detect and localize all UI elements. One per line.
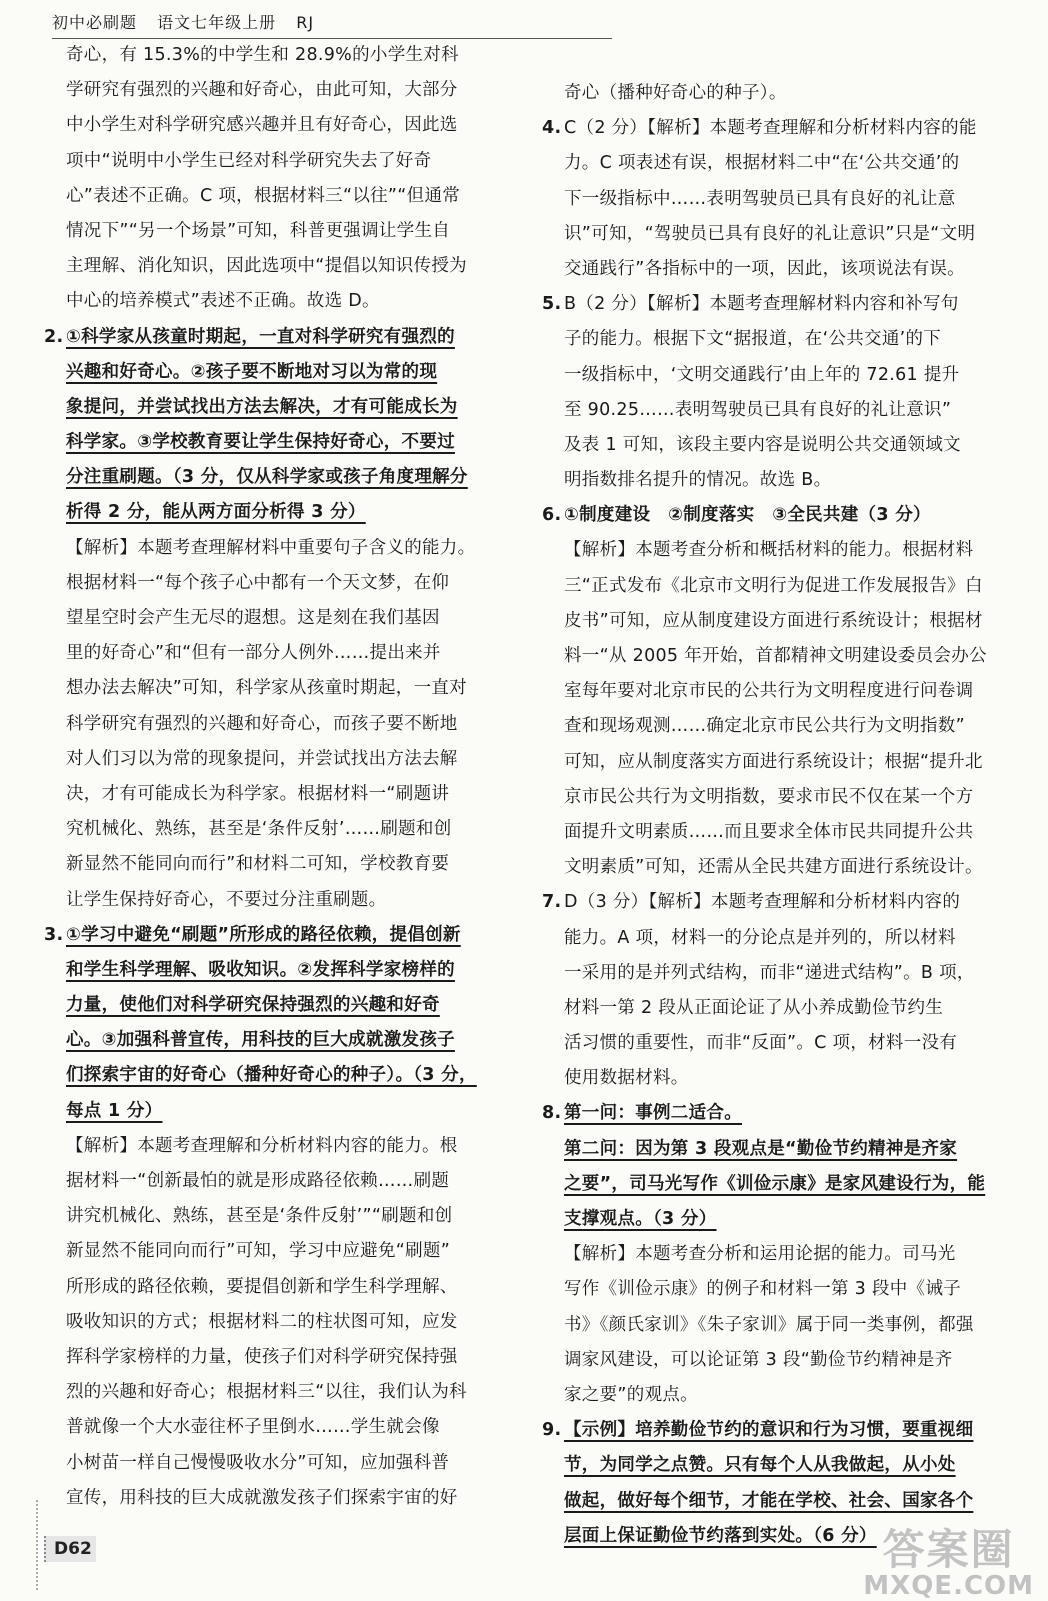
text-line bbox=[44, 636, 512, 671]
text-line bbox=[542, 604, 1014, 639]
line-text: 交通践行”各指标中的一项，因此，该项说法有误。 bbox=[564, 258, 965, 279]
line-text: 力量，使他们对科学研究保持强烈的兴趣和好奇 bbox=[66, 995, 440, 1016]
line-text: 【解析】本题考查理解和分析材料内容的能力。根 bbox=[66, 1135, 458, 1156]
line-text: 普就像一个大水壶往杯子里倒水……学生就会像 bbox=[66, 1417, 440, 1438]
text-line bbox=[44, 883, 512, 918]
text-line bbox=[542, 146, 1014, 181]
text-line bbox=[44, 1058, 512, 1093]
line-text: 中小学生对科学研究感兴趣并且有好奇心，因此选 bbox=[66, 115, 458, 136]
line-text: 活习惯的重要性，而非“反面”。C 项，材料一没有 bbox=[564, 1033, 958, 1054]
text-line bbox=[44, 601, 512, 636]
line-text: 主理解、消化知识，因此选项中“提倡以知识传授为 bbox=[66, 256, 467, 277]
question-number: 9. bbox=[542, 1420, 562, 1441]
text-line bbox=[44, 1481, 512, 1516]
question-number: 7. bbox=[542, 892, 562, 913]
line-text: 【示例】培养勤俭节约的意识和行为习惯，要重视细 bbox=[564, 1420, 974, 1441]
text-line bbox=[44, 1446, 512, 1481]
line-text: 之要”，司马光写作《训俭示康》是家风建设行为，能 bbox=[564, 1173, 986, 1194]
line-text: 所形成的路径依赖，要提倡创新和学生科学理解、 bbox=[66, 1276, 458, 1297]
text-line bbox=[542, 885, 1014, 920]
text-line bbox=[542, 1378, 1014, 1413]
text-line bbox=[44, 460, 512, 495]
line-text: 宣传，用科技的巨大成就激发孩子们探索宇宙的好 bbox=[66, 1487, 458, 1508]
text-line bbox=[44, 1234, 512, 1269]
line-text: 中心的培养模式”表述不正确。故选 D。 bbox=[66, 291, 380, 312]
text-line bbox=[44, 495, 512, 530]
text-line bbox=[542, 850, 1014, 885]
text-line bbox=[44, 425, 512, 460]
text-line bbox=[542, 498, 1014, 533]
margin-dots bbox=[36, 1500, 44, 1590]
line-text: 力。C 项表述有误，根据材料二中“在‘公共交通’的 bbox=[564, 153, 960, 174]
text-line bbox=[542, 956, 1014, 991]
line-text: 第二问：因为第 3 段观点是“勤俭节约精神是齐家 bbox=[564, 1138, 958, 1159]
text-line bbox=[44, 320, 512, 355]
line-text: 使用数据材料。 bbox=[564, 1068, 689, 1089]
line-text: 析得 2 分，能从两方面分析得 3 分） bbox=[66, 502, 366, 523]
text-line bbox=[44, 144, 512, 179]
text-line bbox=[44, 847, 512, 882]
line-text: 查和现场观测……确定北京市民公共行为文明指数” bbox=[564, 716, 965, 737]
line-text: 下一级指标中……表明驾驶员已具有良好的礼让意 bbox=[564, 188, 956, 209]
text-line bbox=[44, 1164, 512, 1199]
line-text: 小树苗一样自己慢慢吸收水分”可知，应加强科普 bbox=[66, 1452, 450, 1473]
text-line bbox=[44, 988, 512, 1023]
text-line bbox=[542, 252, 1014, 287]
line-text: 【解析】本题考查分析和运用论据的能力。司马光 bbox=[564, 1244, 956, 1265]
line-text: 三“正式发布《北京市文明行为促进工作发展报告》白 bbox=[564, 575, 983, 596]
question-number: 2. bbox=[44, 326, 64, 347]
line-text: 书》《颜氏家训》《朱子家训》属于同一类事例，都强 bbox=[564, 1314, 974, 1335]
question-number: 3. bbox=[44, 924, 64, 945]
line-text: 望星空时会产生无尽的遐想。这是刻在我们基因 bbox=[66, 608, 440, 628]
line-text: 决，才有可能成长为科学家。根据材料一“刷题讲 bbox=[66, 783, 450, 804]
text-line bbox=[44, 812, 512, 847]
question-number: 8. bbox=[542, 1103, 562, 1124]
book-edition: RJ bbox=[296, 13, 315, 32]
text-line bbox=[542, 1448, 1014, 1483]
text-line bbox=[44, 1340, 512, 1375]
text-line bbox=[542, 745, 1014, 780]
text-line bbox=[542, 76, 1014, 111]
line-text: ①制度建设 ②制度落实 ③全民共建（3 分） bbox=[564, 505, 931, 526]
line-text: 奇心，有 15.3%的中学生和 28.9%的小学生对科 bbox=[66, 45, 459, 65]
page-number: D62 bbox=[44, 1536, 96, 1562]
line-text: 究机械化、熟练，甚至是‘条件反射’……刷题和创 bbox=[66, 819, 452, 840]
text-line bbox=[44, 1094, 512, 1129]
question-number: 5. bbox=[542, 294, 562, 315]
text-line bbox=[542, 1237, 1014, 1272]
line-text: 科学研究有强烈的兴趣和好奇心，而孩子要不断地 bbox=[66, 713, 458, 734]
line-text: 面提升文明素质……而且要求全体市民共同提升公共 bbox=[564, 821, 974, 842]
text-line bbox=[542, 1413, 1014, 1448]
text-line bbox=[44, 179, 512, 214]
text-line bbox=[44, 953, 512, 988]
line-text: 材料一第 2 段从正面论证了从小养成勤俭节约生 bbox=[564, 997, 944, 1018]
line-text: 挥科学家榜样的力量，使孩子们对科学研究保持强 bbox=[66, 1346, 458, 1367]
line-text: D（3 分）【解析】本题考查理解和分析材料内容的 bbox=[564, 892, 961, 913]
text-line bbox=[542, 1132, 1014, 1167]
line-text: 心”表述不正确。C 项，根据材料三“以往”“但通常 bbox=[66, 185, 461, 206]
line-text: 一级指标中，‘文明交通践行’由上年的 72.61 提升 bbox=[564, 364, 960, 385]
line-text: 皮书”可知，应从制度建设方面进行系统设计；根据材 bbox=[564, 610, 983, 631]
line-text: 层面上保证勤俭节约落到实处。（6 分） bbox=[564, 1525, 877, 1546]
text-line bbox=[542, 217, 1014, 252]
line-text: 情况下”“另一个场景”可知，科普更强调让学生自 bbox=[66, 220, 451, 241]
line-text: 文明素质”可知，还需从全民共建方面进行系统设计。 bbox=[564, 857, 983, 878]
line-text: 京市民公共行为文明指数，要求市民不仅在某一个方 bbox=[564, 786, 974, 807]
line-text: 据材料一“创新最怕的就是形成路径依赖……刷题 bbox=[66, 1171, 450, 1191]
line-text: 至 90.25……表明驾驶员已具有良好的礼让意识” bbox=[564, 399, 952, 420]
line-text: 一采用的是并列式结构，而非“递进式结构”。B 项， bbox=[564, 962, 975, 983]
text-line bbox=[542, 674, 1014, 709]
text-line bbox=[542, 815, 1014, 850]
line-text: 吸收知识的方式；根据材料二的柱状图可知，应发 bbox=[66, 1311, 458, 1332]
line-text: 家之要”的观点。 bbox=[564, 1384, 698, 1405]
text-line bbox=[44, 531, 512, 566]
line-text: 节，为同学之点赞。只有每个人从我做起，从小处 bbox=[564, 1455, 956, 1476]
question-number: 6. bbox=[542, 505, 562, 526]
line-text: 做起，做好每个细节，才能在学校、社会、国家各个 bbox=[564, 1490, 974, 1511]
text-line bbox=[44, 918, 512, 953]
line-text: 新显然不能同向而行”可知，学习中应避免“刷题” bbox=[66, 1241, 451, 1262]
text-line bbox=[542, 1202, 1014, 1237]
text-line bbox=[44, 38, 512, 73]
text-line bbox=[44, 1270, 512, 1305]
line-text: C（2 分）【解析】本题考查理解和分析材料内容的能 bbox=[564, 118, 977, 139]
line-text: 写作《训俭示康》的例子和材料一第 3 段中《诫子 bbox=[564, 1279, 961, 1300]
line-text: 奇心（播种好奇心的种子）。 bbox=[564, 83, 787, 103]
text-line bbox=[542, 182, 1014, 217]
text-line bbox=[44, 1410, 512, 1445]
text-line bbox=[542, 322, 1014, 357]
line-text: 第一问：事例二适合。 bbox=[564, 1103, 742, 1124]
watermark-logo bbox=[863, 1525, 1034, 1601]
text-line bbox=[542, 1061, 1014, 1096]
text-line bbox=[44, 671, 512, 706]
text-line bbox=[44, 355, 512, 390]
line-text: 象提问，并尝试找出方法去解决，才有可能成长为 bbox=[66, 396, 458, 417]
text-line bbox=[542, 1096, 1014, 1131]
text-line bbox=[542, 1343, 1014, 1378]
text-line bbox=[44, 566, 512, 601]
line-text: 让学生保持好奇心，不要过分注重刷题。 bbox=[66, 889, 387, 910]
line-text: 调家风建设，可以论证第 3 段“勤俭节约精神是齐 bbox=[564, 1349, 953, 1370]
text-line bbox=[44, 1375, 512, 1410]
text-line bbox=[542, 111, 1014, 146]
line-text: B（2 分）【解析】本题考查理解材料内容和补写句 bbox=[564, 294, 959, 315]
line-text: 【解析】本题考查分析和概括材料的能力。根据材料 bbox=[564, 540, 974, 561]
line-text: 科学家。③学校教育要让学生保持好奇心，不要过 bbox=[66, 432, 455, 453]
line-text: 能力。A 项，材料一的分论点是并列的，所以材料 bbox=[564, 927, 956, 948]
line-text: 料一“从 2005 年开始，首都精神文明建设委员会办公 bbox=[564, 646, 987, 666]
line-text: 支撑观点。（3 分） bbox=[564, 1209, 717, 1229]
text-line bbox=[44, 390, 512, 425]
text-line bbox=[542, 428, 1014, 463]
text-line bbox=[542, 1026, 1014, 1061]
line-text: ①学习中避免“刷题”所形成的路径依赖，提倡创新 bbox=[66, 924, 461, 945]
text-line bbox=[44, 1305, 512, 1340]
text-line bbox=[542, 639, 1014, 674]
line-text: 讲究机械化、熟练，甚至是‘条件反射’”“刷题和创 bbox=[66, 1206, 453, 1227]
line-text: 新显然不能同向而行”和材料二可知，学校教育要 bbox=[66, 854, 450, 875]
text-line bbox=[542, 393, 1014, 428]
text-line bbox=[542, 287, 1014, 322]
text-line bbox=[44, 73, 512, 108]
line-text: 明指数排名提升的情况。故选 B。 bbox=[564, 470, 832, 491]
text-line bbox=[542, 709, 1014, 744]
text-line bbox=[44, 707, 512, 742]
line-text: ①科学家从孩童时期起，一直对科学研究有强烈的 bbox=[66, 326, 455, 347]
line-text: 想办法去解决”可知，科学家从孩童时期起，一直对 bbox=[66, 678, 467, 699]
line-text: 里的好奇心”和“但有一部分人例外……提出来并 bbox=[66, 643, 441, 664]
line-text: 及表 1 可知，该段主要内容是说明公共交通领域文 bbox=[564, 434, 961, 455]
text-line bbox=[542, 1484, 1014, 1519]
line-text: 对人们习以为常的现象提问，并尝试找出方法去解 bbox=[66, 748, 458, 769]
line-text: 每点 1 分） bbox=[66, 1100, 163, 1121]
line-text: 识”可知，“驾驶员已具有良好的礼让意识”只是“文明 bbox=[564, 223, 976, 244]
text-line bbox=[44, 1023, 512, 1058]
text-line bbox=[542, 1308, 1014, 1343]
text-line bbox=[542, 991, 1014, 1026]
text-line bbox=[44, 284, 512, 319]
line-text: 分注重刷题。（3 分，仅从科学家或孩子角度理解分 bbox=[66, 467, 468, 488]
text-line bbox=[44, 742, 512, 777]
line-text: 可知，应从制度落实方面进行系统设计；根据“提升北 bbox=[564, 751, 983, 772]
text-line bbox=[44, 214, 512, 249]
text-line bbox=[542, 1167, 1014, 1202]
text-line bbox=[542, 780, 1014, 815]
text-line bbox=[542, 533, 1014, 568]
line-text: 们探索宇宙的好奇心（播种好奇心的种子）。（3 分， bbox=[66, 1065, 477, 1086]
line-text: 根据材料一“每个孩子心中都有一个天文梦，在仰 bbox=[66, 572, 450, 593]
line-text: 心。③加强科普宣传，用科技的巨大成就激发孩子 bbox=[66, 1030, 455, 1051]
text-line bbox=[44, 108, 512, 143]
left-column bbox=[44, 38, 512, 1516]
line-text: 和学生科学理解、吸收知识。②发挥科学家榜样的 bbox=[66, 959, 455, 980]
text-line bbox=[44, 1199, 512, 1234]
question-number: 4. bbox=[542, 118, 562, 139]
text-line bbox=[542, 1272, 1014, 1307]
line-text: 项中“说明中小学生已经对科学研究失去了好奇 bbox=[66, 150, 432, 171]
text-line bbox=[44, 1129, 512, 1164]
line-text: 【解析】本题考查理解材料中重要句子含义的能力。 bbox=[66, 537, 476, 558]
text-line bbox=[542, 358, 1014, 393]
right-column bbox=[542, 76, 1014, 1554]
text-line bbox=[542, 569, 1014, 604]
text-line bbox=[542, 921, 1014, 956]
watermark-text: 答案圈 bbox=[882, 1525, 1015, 1574]
watermark-url: MXQE.COM bbox=[863, 1571, 1034, 1601]
text-line bbox=[542, 463, 1014, 498]
text-line bbox=[44, 249, 512, 284]
line-text: 兴趣和好奇心。②孩子要不断地对习以为常的现 bbox=[66, 361, 438, 382]
text-line bbox=[44, 777, 512, 812]
line-text: 室每年要对北京市民的公共行为文明程度进行问卷调 bbox=[564, 681, 974, 702]
line-text: 烈的兴趣和好奇心；根据材料三“以往，我们认为科 bbox=[66, 1382, 467, 1403]
running-header bbox=[52, 8, 612, 39]
book-series: 初中必刷题 bbox=[52, 13, 138, 32]
book-subject: 语文七年级上册 bbox=[157, 13, 277, 32]
line-text: 子的能力。根据下文“据报道，在‘公共交通’的下 bbox=[564, 329, 942, 350]
line-text: 学研究有强烈的兴趣和好奇心，由此可知，大部分 bbox=[66, 80, 458, 101]
